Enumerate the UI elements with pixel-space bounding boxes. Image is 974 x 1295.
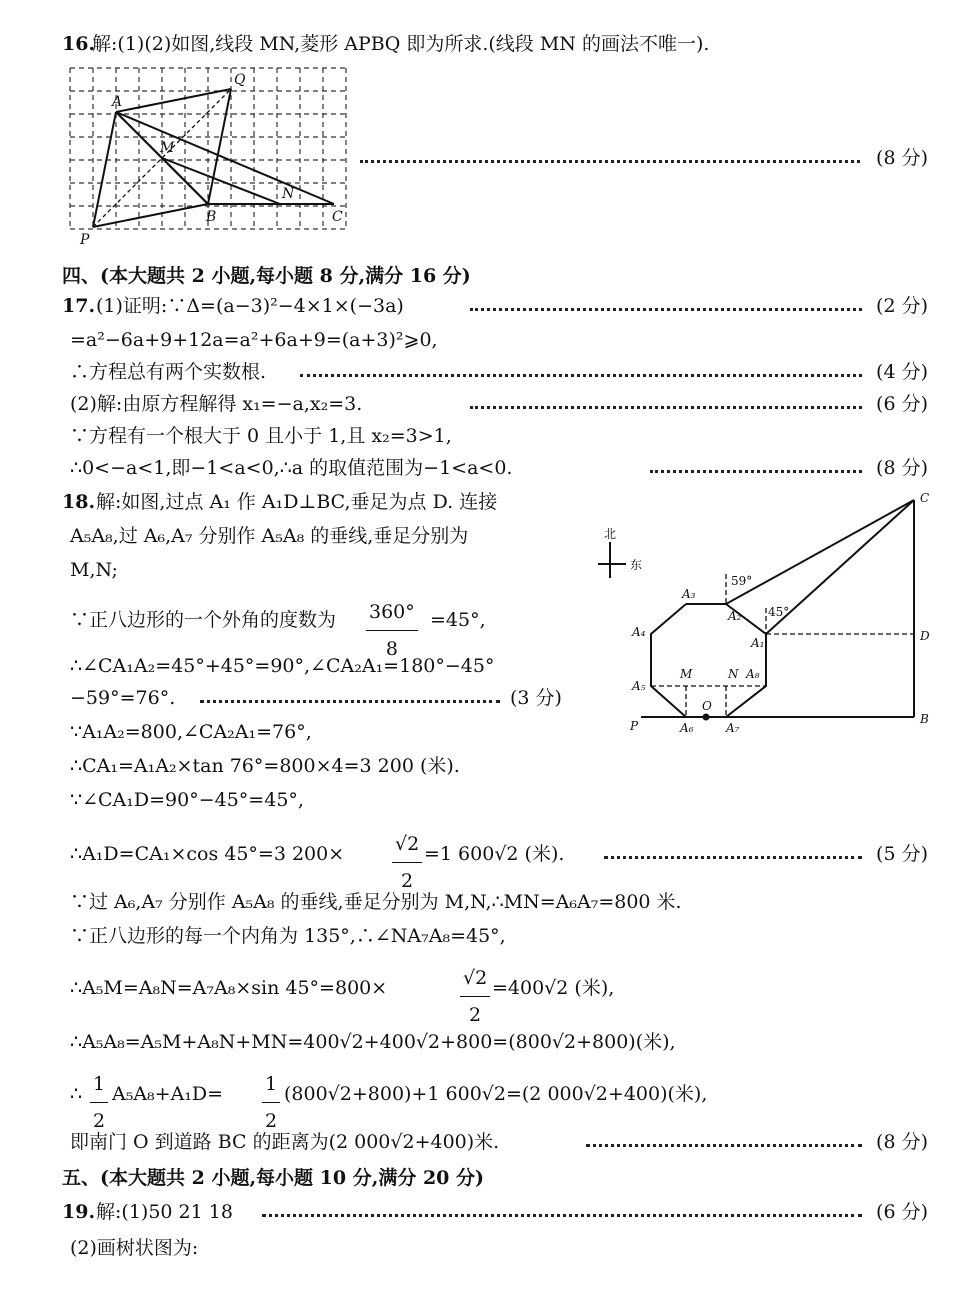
q18-text-3: M,N;: [70, 559, 118, 581]
angle-59: 59°: [731, 574, 753, 588]
q17-number: 17.: [62, 295, 96, 317]
fraction-denominator: 2: [401, 870, 414, 892]
q17-text-2: =a²−6a+9+12a=a²+6a+9=(a+3)²⩾0,: [70, 329, 438, 351]
q16-text: 解:(1)(2)如图,线段 MN,菱形 APBQ 即为所求.(线段 MN 的画法不唯一).: [92, 33, 710, 55]
label-m: M: [680, 667, 693, 681]
q18-text-11: ∵过 A₆,A₇ 分别作 A₅A₈ 的垂线,垂足分别为 M,N,∴MN=A₆A₇=800 米.: [70, 891, 682, 913]
q18-line16: [0, 1124, 974, 1160]
leader-dots: [586, 1144, 862, 1147]
q18-text-4b: =45°,: [430, 609, 486, 631]
fraction-numerator: √2: [460, 960, 490, 997]
q18-line9: [0, 782, 974, 818]
q18-text-16: 即南门 O 到道路 BC 的距离为(2 000√2+400)米.: [70, 1131, 500, 1153]
fraction-numerator: √2: [392, 826, 422, 863]
label-n: N: [728, 667, 739, 681]
q18-text-5: ∴∠CA₁A₂=45°+45°=90°,∠CA₂A₁=180°−45°: [70, 655, 495, 677]
q18-score-10: (5 分): [876, 843, 928, 865]
q18-line4: [0, 594, 974, 660]
q18-line14: [0, 1024, 974, 1060]
q17-text-3: ∴方程总有两个实数根.: [70, 361, 267, 383]
angle-45: 45°: [768, 605, 790, 619]
leader-dots: [470, 406, 862, 409]
q18-line6: [0, 680, 974, 716]
label-a3: A₃: [682, 587, 696, 601]
q18-text-13b: =400√2 (米),: [492, 977, 615, 999]
leader-dots: [300, 374, 862, 377]
leader-dots: [604, 856, 862, 859]
q16-number: 16.: [62, 33, 96, 55]
compass-east: 东: [630, 558, 643, 572]
q19-line1: [0, 1194, 974, 1230]
q17-line5: [0, 418, 974, 454]
label-o: O: [702, 699, 712, 713]
q18-line10: [0, 826, 974, 892]
q17-line3: [0, 354, 974, 390]
fraction-denominator: 2: [265, 1110, 278, 1132]
label-c: C: [332, 209, 343, 225]
compass-north: 北: [604, 527, 617, 541]
label-a1: A₁: [751, 636, 765, 650]
fraction-sqrt2-2: [460, 960, 490, 1033]
q18-line8: [0, 748, 974, 784]
label-a7: A₇: [726, 721, 740, 735]
label-a: A: [112, 94, 123, 110]
q18-text-6: −59°=76°.: [70, 687, 176, 709]
q17-line1: [0, 288, 974, 324]
q18-text-15a: ∴: [70, 1083, 83, 1105]
q17-score-4: (6 分): [876, 393, 928, 415]
q18-text-10b: =1 600√2 (米).: [424, 843, 565, 865]
q17-text-4: (2)解:由原方程解得 x₁=−a,x₂=3.: [70, 393, 363, 415]
q18-line7: [0, 714, 974, 750]
label-a2: A₂: [728, 609, 742, 623]
label-a4: A₄: [632, 625, 646, 639]
q17-score-6: (8 分): [876, 457, 928, 479]
label-c: C: [920, 491, 930, 505]
q16-score-line: [0, 140, 974, 176]
fraction-denominator: 8: [385, 638, 398, 660]
q18-line13: [0, 960, 974, 1026]
q18-text-1: 解:如图,过点 A₁ 作 A₁D⊥BC,垂足为点 D. 连接: [96, 491, 498, 513]
label-a6: A₆: [680, 721, 694, 735]
label-q: Q: [234, 72, 246, 88]
q18-line15: [0, 1066, 974, 1132]
q18-text-10a: ∴A₁D=CA₁×cos 45°=3 200×: [70, 843, 345, 865]
label-p: P: [80, 232, 90, 248]
q18-text-2: A₅A₈,过 A₆,A₇ 分别作 A₅A₈ 的垂线,垂足分别为: [70, 525, 469, 547]
fraction-numerator: 1: [262, 1066, 280, 1103]
fraction-denominator: 2: [93, 1110, 106, 1132]
q18-line2: [0, 518, 974, 554]
q18-text-8: ∴CA₁=A₁A₂×tan 76°=800×4=3 200 (米).: [70, 755, 460, 777]
leader-dots: [262, 1214, 862, 1217]
q18-line3: [0, 552, 974, 588]
fraction-denominator: 2: [469, 1004, 482, 1026]
section5-title: 五、(本大题共 2 小题,每小题 10 分,满分 20 分): [62, 1167, 484, 1189]
q17-text-6: ∴0<−a<1,即−1<a<0,∴a 的取值范围为−1<a<0.: [70, 457, 513, 479]
q18-text-7: ∵A₁A₂=800,∠CA₂A₁=76°,: [70, 721, 312, 743]
leader-dots: [200, 700, 500, 703]
section5-heading: [0, 1160, 974, 1196]
label-p: P: [630, 719, 639, 733]
q17-score-1: (2 分): [876, 295, 928, 317]
label-d: D: [920, 629, 930, 643]
q18-line11: [0, 884, 974, 920]
label-a5: A₅: [632, 679, 646, 693]
q18-text-15c: (800√2+800)+1 600√2=(2 000√2+400)(米),: [284, 1083, 708, 1105]
q17-line6: [0, 450, 974, 486]
q17-text-5: ∵方程有一个根大于 0 且小于 1,且 x₂=3>1,: [70, 425, 452, 447]
leader-dots: [650, 470, 862, 473]
fraction-numerator: 1: [90, 1066, 108, 1103]
q17-text-1: (1)证明:∵Δ=(a−3)²−4×1×(−3a): [96, 295, 404, 317]
label-m: M: [160, 140, 175, 156]
label-a8: A₈: [746, 667, 760, 681]
q19-text-2: (2)画树状图为:: [70, 1237, 199, 1259]
q18-text-12: ∵正八边形的每一个内角为 135°,∴∠NA₇A₈=45°,: [70, 925, 506, 947]
q17-line2: [0, 322, 974, 358]
fraction-numerator: 360°: [366, 594, 418, 631]
q18-score-6: (3 分): [510, 687, 562, 709]
q19-score-1: (6 分): [876, 1201, 928, 1223]
section4-title: 四、(本大题共 2 小题,每小题 8 分,满分 16 分): [62, 265, 471, 287]
q19-line2: [0, 1230, 974, 1266]
q19-text-1: 解:(1)50 21 18: [96, 1201, 233, 1223]
q18-text-15b: A₅A₈+A₁D=: [112, 1083, 224, 1105]
q17-score-3: (4 分): [876, 361, 928, 383]
label-b: B: [920, 712, 929, 726]
q18-number: 18.: [62, 491, 96, 513]
label-n: N: [282, 186, 295, 202]
q17-line4: [0, 386, 974, 422]
q18-score-16: (8 分): [876, 1131, 928, 1153]
q16-score: (8 分): [876, 147, 928, 169]
q18-line1: [0, 484, 974, 520]
q18-line5: [0, 648, 974, 684]
q18-text-13a: ∴A₅M=A₈N=A₇A₈×sin 45°=800×: [70, 977, 388, 999]
q18-line12: [0, 918, 974, 954]
q19-number: 19.: [62, 1201, 96, 1223]
q18-text-4a: ∵正八边形的一个外角的度数为: [70, 609, 337, 631]
q18-text-14: ∴A₅A₈=A₅M+A₈N+MN=400√2+400√2+800=(800√2+800)(米),: [70, 1031, 676, 1053]
leader-dots: [470, 308, 862, 311]
label-b: B: [206, 209, 217, 225]
leader-dots: [360, 160, 860, 163]
q18-text-9: ∵∠CA₁D=90°−45°=45°,: [70, 789, 304, 811]
q16-line: [0, 26, 974, 62]
